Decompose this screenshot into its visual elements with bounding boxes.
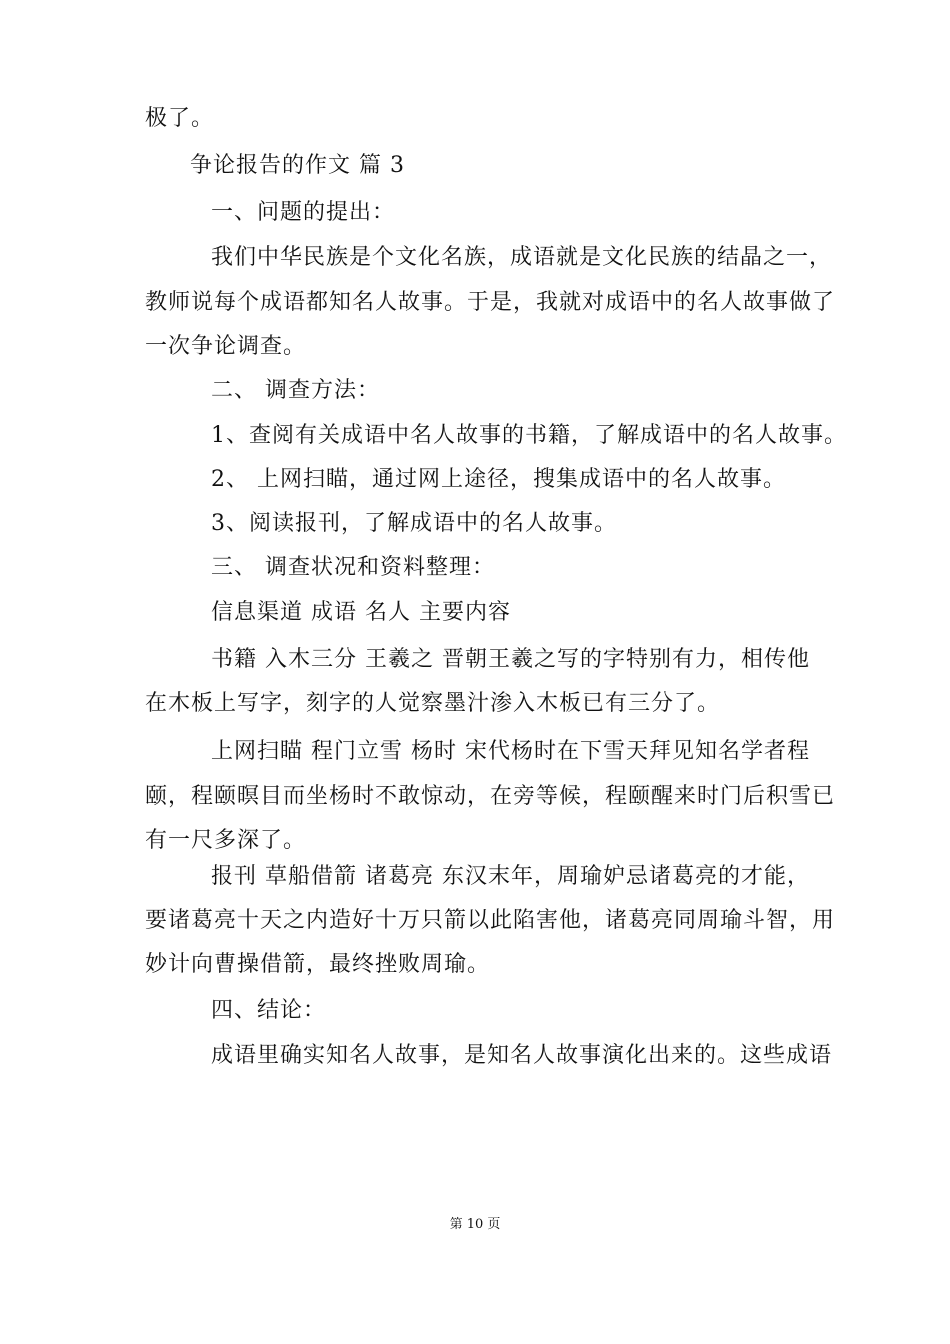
text-line-continuation: 极了。 <box>145 106 215 131</box>
heading-method: 二、 调查方法： <box>211 378 380 403</box>
section-title: 争论报告的作文 篇 3 <box>190 153 405 178</box>
method-item: 3、阅读报刊，了解成语中的名人故事。 <box>211 511 617 536</box>
method-item: 2、 上网扫瞄，通过网上途径，搜集成语中的名人故事。 <box>211 467 786 492</box>
paragraph-line: 我们中华民族是个文化名族，成语就是文化民族的结晶之一， <box>211 245 833 270</box>
table-row-line: 妙计向曹操借箭，最终挫败周瑜。 <box>145 952 491 977</box>
paragraph-line: 成语里确实知名人故事，是知名人故事演化出来的。这些成语 <box>211 1043 833 1068</box>
table-row-line: 上网扫瞄 程门立雪 杨时 宋代杨时在下雪天拜见知名学者程 <box>211 739 810 764</box>
table-row-line: 书籍 入木三分 王羲之 晋朝王羲之写的字特别有力，相传他 <box>211 647 810 672</box>
table-header-line: 信息渠道 成语 名人 主要内容 <box>211 600 511 625</box>
heading-survey: 三、 调查状况和资料整理： <box>211 555 495 580</box>
table-row-line: 有一尺多深了。 <box>145 828 307 853</box>
table-row-line: 报刊 草船借箭 诸葛亮 东汉末年，周瑜妒忌诸葛亮的才能， <box>211 864 810 889</box>
heading-problem: 一、问题的提出： <box>211 200 396 225</box>
table-row-line: 要诸葛亮十天之内造好十万只箭以此陷害他，诸葛亮同周瑜斗智，用 <box>145 908 836 933</box>
table-row-line: 颐，程颐暝目而坐杨时不敢惊动，在旁等候，程颐醒来时门后积雪已 <box>145 784 836 809</box>
table-row-line: 在木板上写字，刻字的人觉察墨汁渗入木板已有三分了。 <box>145 691 721 716</box>
heading-conclusion: 四、结论： <box>211 998 327 1023</box>
method-item: 1、查阅有关成语中名人故事的书籍，了解成语中的名人故事。 <box>211 423 847 448</box>
paragraph-line: 教师说每个成语都知名人故事。于是，我就对成语中的名人故事做了 <box>145 290 836 315</box>
page-number: 第 10 页 <box>449 1217 501 1232</box>
paragraph-line: 一次争论调查。 <box>145 334 307 359</box>
